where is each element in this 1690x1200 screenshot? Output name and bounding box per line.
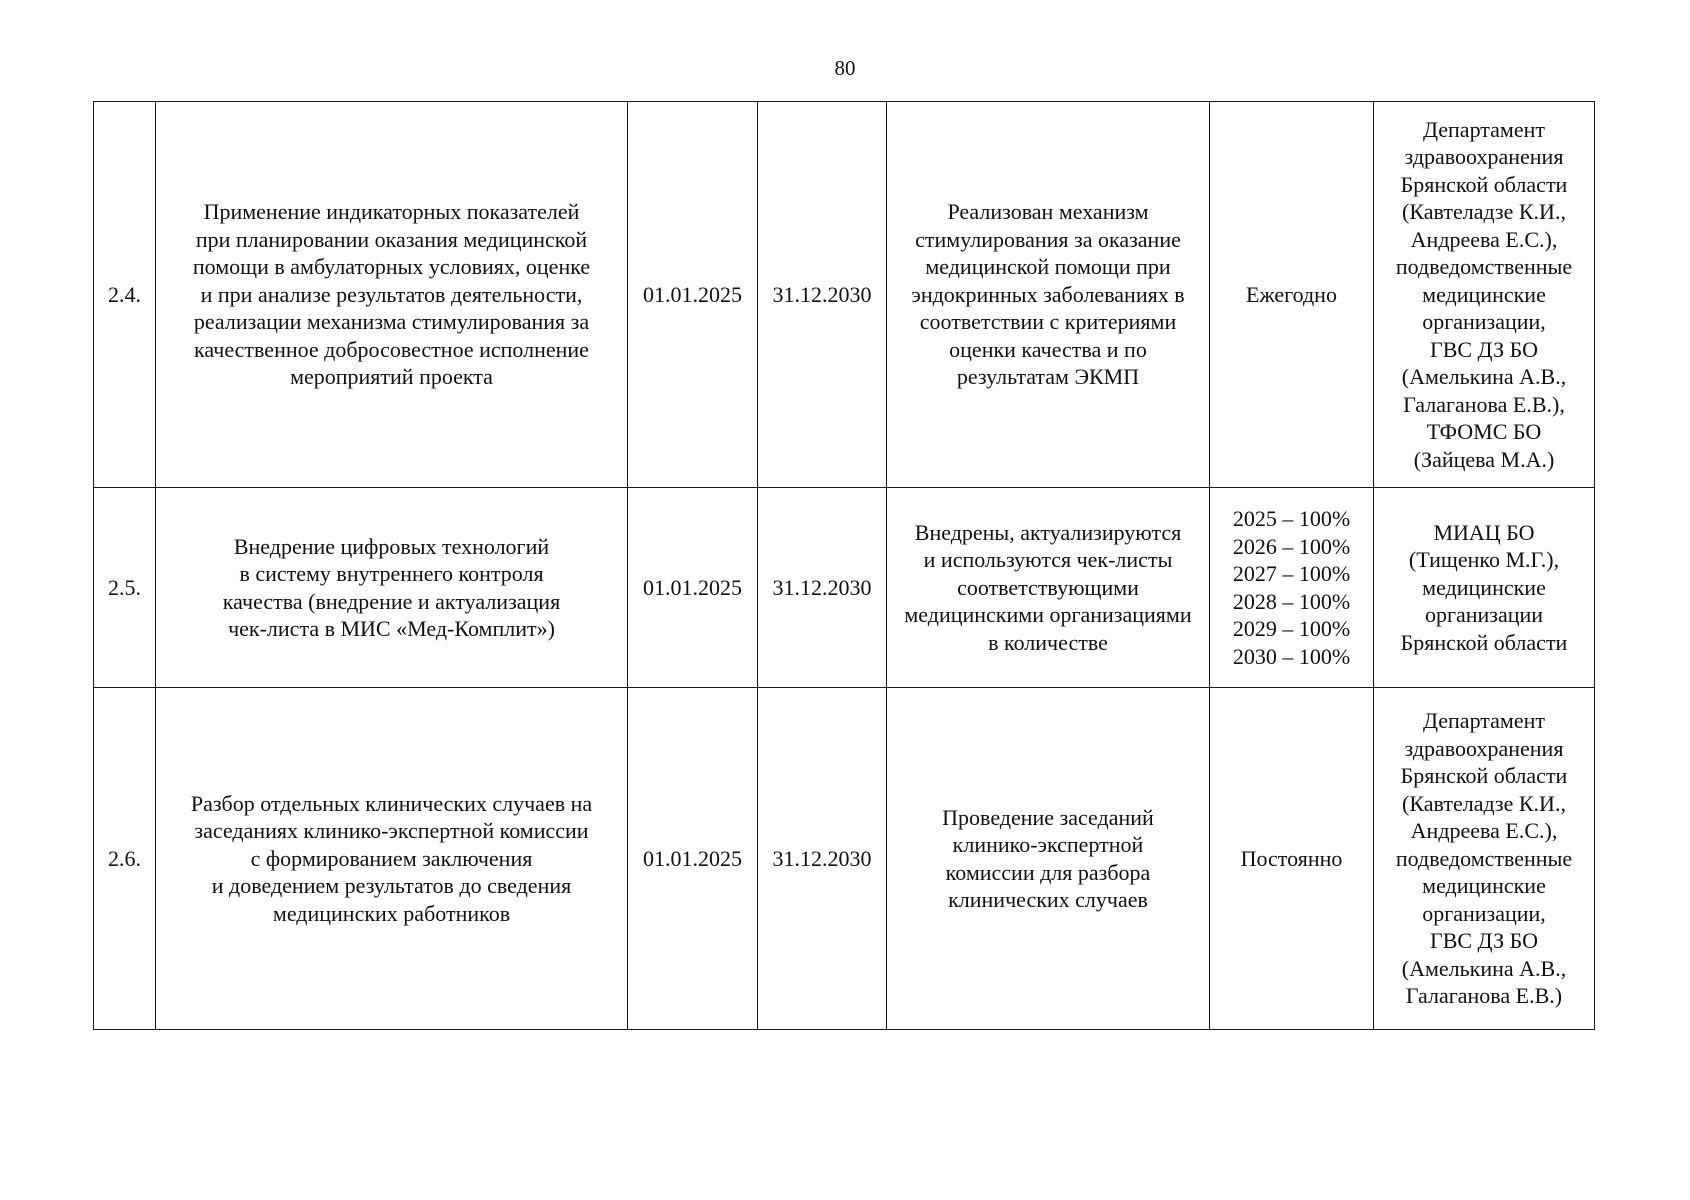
text-line: ГВС ДЗ БО: [1429, 928, 1538, 954]
text-line: соответствующими: [957, 574, 1139, 600]
text-line: здравоохранения: [1404, 735, 1564, 761]
row-number: 2.6.: [94, 688, 156, 1030]
text-line: Андреева Е.С.),: [1410, 226, 1558, 252]
text-line: и при анализе результатов деятельности,: [200, 281, 583, 307]
text-line: эндокринных заболеваниях в: [911, 281, 1185, 307]
start-date: 01.01.2025: [628, 102, 758, 488]
text-line: Разбор отдельных клинических случаев на: [190, 790, 593, 816]
text-line: в количестве: [988, 629, 1108, 655]
value-cell: [1210, 102, 1374, 488]
text-line: 2029 – 100%: [1232, 616, 1351, 641]
activity-cell: [156, 488, 628, 688]
text-line: медицинские: [1422, 281, 1546, 307]
text-line: комиссии для разбора: [945, 859, 1151, 885]
text-line: Внедрены, актуализируются: [914, 519, 1182, 545]
text-line: мероприятий проекта: [290, 364, 493, 390]
text-line: организации,: [1422, 900, 1546, 926]
text-line: МИАЦ БО: [1433, 519, 1535, 545]
value-cell: [1210, 488, 1374, 688]
text-line: Ежегодно: [1246, 281, 1337, 307]
text-line: организации: [1424, 602, 1544, 628]
text-line: 2026 – 100%: [1232, 533, 1351, 559]
text-line: клинических случаев: [948, 887, 1148, 912]
text-line: медицинские: [1422, 873, 1546, 899]
text-line: оценки качества и по: [949, 336, 1147, 362]
row-number: 2.4.: [94, 102, 156, 488]
text-line: Галаганова Е.В.): [1405, 983, 1563, 1009]
text-line: и доведением результатов до сведения: [211, 873, 572, 899]
result-cell: [887, 488, 1210, 688]
text-line: организации,: [1422, 309, 1546, 335]
text-line: 2025 – 100%: [1232, 506, 1351, 531]
text-line: стимулирования за оказание: [915, 226, 1181, 252]
text-line: Брянской области: [1400, 629, 1568, 655]
text-line: здравоохранения: [1404, 144, 1564, 170]
text-line: (Амелькина А.В.,: [1401, 364, 1567, 390]
activity-cell: [156, 102, 628, 488]
responsible-cell: [1374, 488, 1595, 688]
text-line: подведомственные: [1395, 254, 1573, 280]
end-date: 31.12.2030: [758, 102, 887, 488]
table-row: [94, 688, 1595, 1030]
start-date: 01.01.2025: [628, 488, 758, 688]
text-line: медицинской помощи при: [925, 254, 1171, 280]
text-line: при планировании оказания медицинской: [195, 226, 588, 252]
end-date: 31.12.2030: [758, 488, 887, 688]
text-line: Брянской области: [1400, 763, 1568, 789]
text-line: Применение индикаторных показателей: [203, 199, 580, 225]
activities-table: [93, 101, 1595, 1030]
text-line: 2028 – 100%: [1232, 588, 1351, 614]
start-date: 01.01.2025: [628, 688, 758, 1030]
text-line: качественное добросовестное исполнение: [194, 336, 589, 362]
text-line: (Кавтеладзе К.И.,: [1402, 790, 1566, 816]
text-line: Внедрение цифровых технологий: [233, 533, 550, 559]
text-line: реализации механизма стимулирования за: [193, 309, 590, 335]
responsible-cell: [1374, 102, 1595, 488]
responsible-cell: [1374, 688, 1595, 1030]
text-line: чек-листа в МИС «Мед-Комплит»): [228, 616, 555, 641]
text-line: ГВС ДЗ БО: [1429, 336, 1538, 362]
result-cell: [887, 688, 1210, 1030]
activity-cell: [156, 688, 628, 1030]
text-line: с формированием заключения: [250, 845, 533, 871]
row-number: 2.5.: [94, 488, 156, 688]
text-line: Постоянно: [1240, 845, 1343, 871]
text-line: в систему внутреннего контроля: [239, 561, 544, 586]
table-row: [94, 102, 1595, 488]
text-line: ТФОМС БО: [1426, 419, 1542, 445]
text-line: (Амелькина А.В.,: [1401, 955, 1567, 981]
text-line: медицинскими организациями: [904, 602, 1192, 628]
result-cell: [887, 102, 1210, 488]
table-row: [94, 488, 1595, 688]
text-line: (Тищенко М.Г.),: [1408, 547, 1560, 573]
text-line: качества (внедрение и актуализация: [222, 588, 561, 614]
text-line: 2030 – 100%: [1232, 643, 1351, 669]
text-line: 2027 – 100%: [1232, 561, 1351, 586]
text-line: Департамент: [1422, 708, 1545, 734]
text-line: Проведение заседаний: [942, 804, 1154, 830]
text-line: медицинские: [1422, 574, 1546, 600]
text-line: (Зайцева М.А.): [1413, 446, 1555, 472]
text-line: медицинских работников: [272, 900, 511, 926]
text-line: подведомственные: [1395, 845, 1573, 871]
text-line: клинико-экспертной: [952, 832, 1144, 857]
end-date: 31.12.2030: [758, 688, 887, 1030]
text-line: помощи в амбулаторных условиях, оценке: [192, 254, 591, 280]
text-line: Андреева Е.С.),: [1410, 818, 1558, 844]
text-line: (Кавтеладзе К.И.,: [1402, 199, 1566, 225]
text-line: заседаниях клинико-экспертной комиссии: [194, 818, 589, 844]
text-line: Брянской области: [1400, 171, 1568, 197]
page-number: 80: [834, 56, 856, 80]
value-cell: [1210, 688, 1374, 1030]
text-line: соответствии с критериями: [919, 309, 1177, 335]
text-line: результатам ЭКМП: [956, 364, 1140, 390]
text-line: Реализован механизм: [947, 199, 1149, 225]
text-line: Галаганова Е.В.),: [1403, 391, 1565, 417]
text-line: и используются чек-листы: [923, 547, 1173, 573]
text-line: Департамент: [1422, 116, 1545, 142]
